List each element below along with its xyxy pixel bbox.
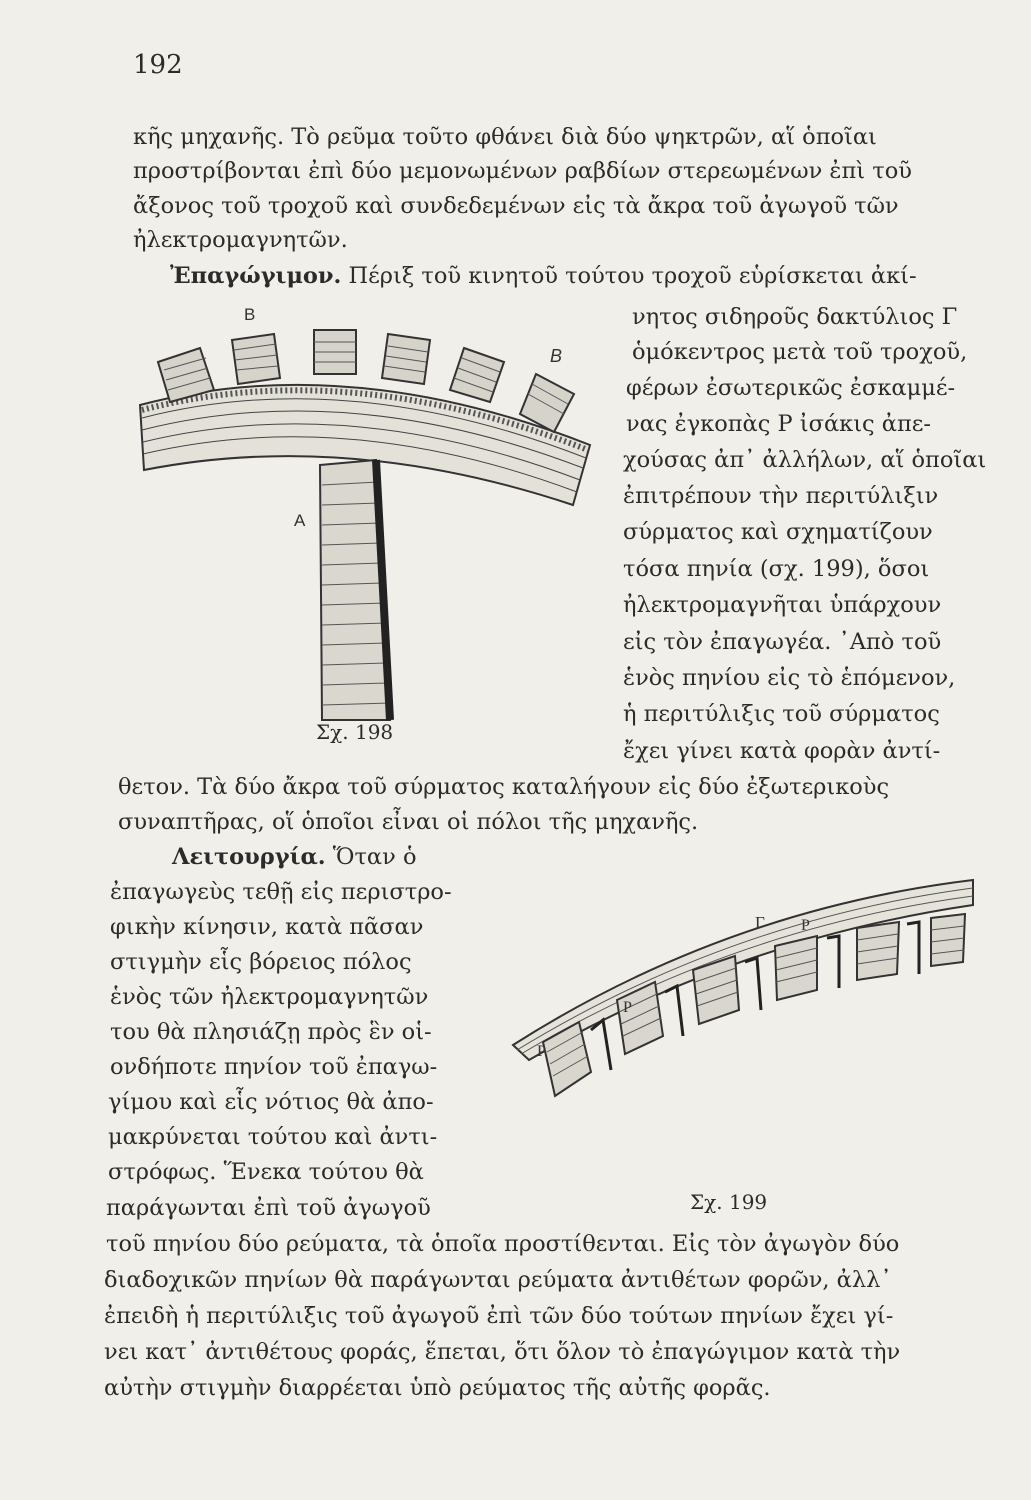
text-line: ἠλεκτρομαγνητῶν. <box>133 227 348 253</box>
text-line: στιγμὴν εἷς βόρειος πόλος <box>110 949 412 975</box>
text-line: τόσα πηνία (σχ. 199), ὅσοι <box>623 556 930 582</box>
fig199-label-rho: Ρ <box>537 1043 546 1060</box>
figure-198 <box>128 300 618 740</box>
text-line: ονδήποτε πηνίον τοῦ ἐπαγω- <box>110 1054 438 1080</box>
figure-198-caption: Σχ. 198 <box>316 720 394 744</box>
text-line: ἐπιτρέπουν τὴν περιτύλιξιν <box>623 483 939 509</box>
figure-199 <box>495 870 985 1110</box>
text-line: ἑνὸς πηνίου εἰς τὸ ἑπόμενον, <box>623 665 956 691</box>
fig199-label-rho: Ρ <box>623 999 632 1016</box>
armature-first-line: Ἐπαγώγιμον. Πέριξ τοῦ κινητοῦ τούτου τροχοῦ εὑρίσκεται ἀκί- <box>170 263 917 289</box>
text-line: νει κατ᾿ ἀντιθέτους φοράς, ἕπεται, ὅτι ὅλον τὸ ἐπαγώγιμον κατὰ τὴν <box>104 1339 901 1365</box>
text-line: προστρίβονται ἐπὶ δύο μεμονωμένων ραβδίων στερεωμένων ἐπὶ τοῦ <box>133 158 912 184</box>
text-line: θετον. Τὰ δύο ἄκρα τοῦ σύρματος καταλήγουν εἰς δύο ἐξωτερικοὺς <box>118 774 890 800</box>
text-line: παράγωνται ἐπὶ τοῦ ἀγωγοῦ <box>106 1195 431 1221</box>
text-line: γίμου καὶ εἷς νότιος θὰ ἀπο- <box>108 1089 434 1115</box>
fig199-label-gamma: Γ <box>755 913 765 932</box>
text-line: διαδοχικῶν πηνίων θὰ παράγωνται ρεύματα ἀντιθέτων φορῶν, ἀλλ᾿ <box>104 1267 892 1293</box>
text-line: αὐτὴν στιγμὴν διαρρέεται ὑπὸ ρεύματος τῆς αὐτῆς φορᾶς. <box>104 1375 771 1401</box>
text-line: κῆς μηχανῆς. Τὸ ρεῦμα τοῦτο φθάνει διὰ δύο ψηκτρῶν, αἵ ὁποῖαι <box>133 124 877 150</box>
text-line: φέρων ἐσωτερικῶς ἐσκαμμέ- <box>626 375 956 401</box>
text-line: φικὴν κίνησιν, κατὰ πᾶσαν <box>110 914 424 940</box>
fig199-label-rho: Ρ <box>801 917 810 934</box>
heading-operation: Λειτουργία. <box>172 844 326 870</box>
page-number: 192 <box>133 50 183 80</box>
text-line: ἔχει γίνει κατὰ φορὰν ἀντί- <box>623 738 941 764</box>
text-line: σύρματος καὶ σχηματίζουν <box>623 519 933 545</box>
text-line: ἐπειδὴ ἡ περιτύλιξις τοῦ ἀγωγοῦ ἐπὶ τῶν δύο τούτων πηνίων ἔχει γί- <box>104 1303 894 1329</box>
text-line: συναπτῆρας, οἵ ὁποῖοι εἶναι οἱ πόλοι τῆς μηχανῆς. <box>118 809 699 835</box>
text-line: του θὰ πλησιάζῃ πρὸς ἓν οἱ- <box>110 1019 432 1045</box>
text-line: νας ἐγκοπὰς Ρ ἰσάκις ἀπε- <box>626 411 932 437</box>
text-line: ἠλεκτρομαγνῆται ὑπάρχουν <box>623 592 942 618</box>
operation-first-line: Λειτουργία. Ὅταν ὁ <box>172 844 417 870</box>
text-line: ἡ περιτύλιξις τοῦ σύρματος <box>623 701 940 727</box>
text-line: εἰς τὸν ἐπαγωγέα. ᾿Απὸ τοῦ <box>623 629 942 655</box>
fig198-label-a: A <box>294 511 306 530</box>
fig198-label-b: B <box>244 305 256 324</box>
text-line: ἐπαγωγεὺς τεθῇ εἰς περιστρο- <box>110 879 452 905</box>
text-line: τοῦ πηνίου δύο ρεύματα, τὰ ὁποῖα προστίθενται. Εἰς τὸν ἀγωγὸν δύο <box>106 1231 900 1257</box>
text-line: νητος σιδηροῦς δακτύλιος Γ <box>632 304 958 330</box>
text-line: στρόφως. Ἕνεκα τούτου θὰ <box>108 1159 424 1185</box>
figure-199-caption: Σχ. 199 <box>690 1190 768 1214</box>
fig198-label-b: B <box>550 346 563 366</box>
text-line: χούσας ἀπ᾿ ἀλλήλων, αἵ ὁποῖαι <box>623 447 987 473</box>
text-line: ἄξονος τοῦ τροχοῦ καὶ συνδεδεμένων εἰς τὰ ἄκρα τοῦ ἀγωγοῦ τῶν <box>133 193 899 219</box>
text-line: μακρύνεται τούτου καὶ ἀντι- <box>108 1124 438 1150</box>
text-line: ὁμόκεντρος μετὰ τοῦ τροχοῦ, <box>632 339 968 365</box>
text-line: ἑνὸς τῶν ἠλεκτρομαγνητῶν <box>110 984 429 1010</box>
heading-armature: Ἐπαγώγιμον. <box>170 263 342 289</box>
